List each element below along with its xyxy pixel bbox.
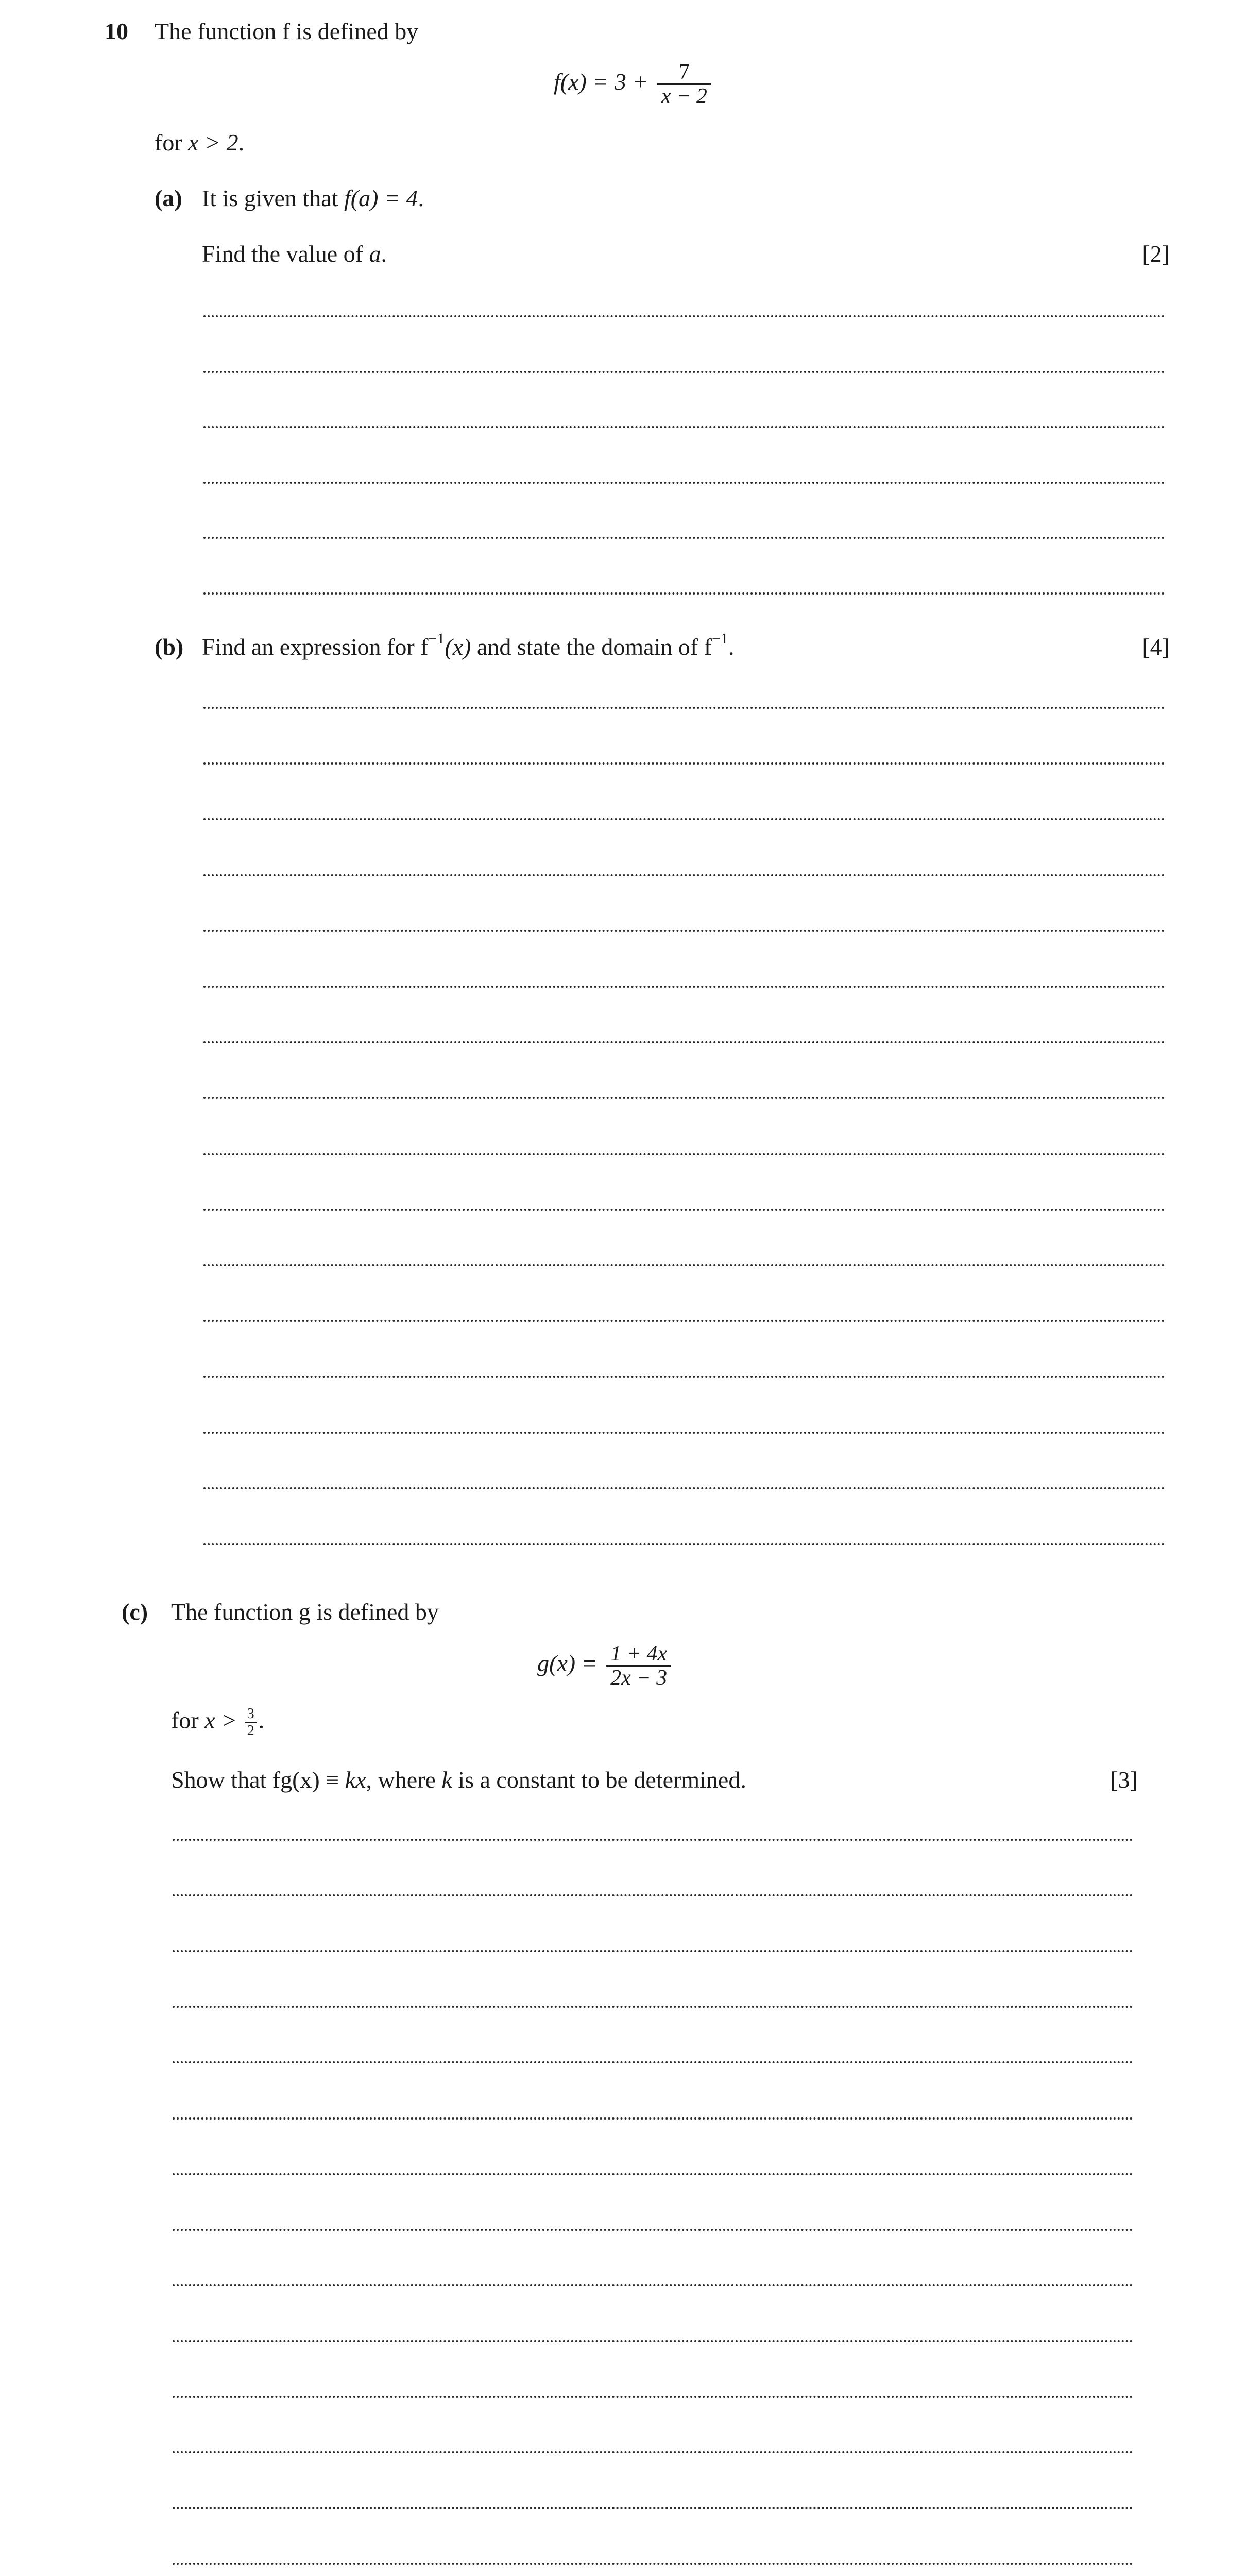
answer-line[interactable]: [203, 1487, 1165, 1489]
function-f-denominator: x − 2: [661, 84, 707, 109]
answer-line[interactable]: [203, 1153, 1165, 1155]
answer-line[interactable]: [173, 1839, 1133, 1841]
domain-g-condition: x >: [204, 1707, 237, 1734]
answer-line[interactable]: [173, 2173, 1133, 2175]
function-f-numerator: 7: [657, 61, 711, 85]
answer-line[interactable]: [203, 1320, 1165, 1322]
answer-line[interactable]: [203, 592, 1165, 595]
answer-line[interactable]: [203, 1264, 1165, 1266]
answer-line[interactable]: [203, 1097, 1165, 1099]
answer-line[interactable]: [203, 1543, 1165, 1545]
answer-line[interactable]: [203, 1041, 1165, 1043]
part-a-label: (a): [155, 185, 182, 211]
domain-g-fraction: $\frac{3}{2}$: [245, 1706, 257, 1739]
part-c-label: (c): [122, 1599, 148, 1625]
answer-line[interactable]: [203, 818, 1165, 820]
answer-line[interactable]: [203, 874, 1165, 876]
answer-line[interactable]: [173, 2563, 1133, 2565]
question-intro: The function f is defined by: [155, 18, 419, 44]
domain-f: for x > 2.: [155, 129, 245, 156]
answer-line[interactable]: [173, 2284, 1133, 2286]
part-b-inverse-sup-2: −1: [712, 630, 728, 647]
function-g-fraction: [606, 1642, 671, 1689]
part-a-given: It is given that f(a) = 4.: [202, 185, 424, 211]
answer-line[interactable]: [173, 2229, 1133, 2231]
answer-line[interactable]: [203, 482, 1165, 484]
function-f-fraction: [657, 61, 711, 108]
part-a-given-expr: f(a) = 4: [344, 185, 418, 211]
part-c-task: Show that fg(x) ≡ kx, where k is a constant to be determined.: [171, 1767, 746, 1793]
answer-line[interactable]: [203, 1209, 1165, 1211]
answer-line[interactable]: [173, 2117, 1133, 2120]
answer-line[interactable]: [203, 930, 1165, 932]
answer-line[interactable]: [203, 426, 1165, 428]
question-number: 10: [105, 18, 128, 44]
answer-line[interactable]: [203, 1376, 1165, 1378]
function-f-lhs: f(x) = 3 +: [554, 69, 648, 95]
answer-line[interactable]: [173, 2006, 1133, 2008]
answer-line[interactable]: [203, 537, 1165, 539]
function-f-definition: [554, 61, 714, 108]
answer-line[interactable]: [173, 2396, 1133, 2398]
answer-line[interactable]: [173, 1950, 1133, 1952]
answer-line[interactable]: [173, 2507, 1133, 2509]
answer-line[interactable]: [203, 315, 1165, 317]
domain-g: for x > $\frac{3}{2}$ .: [171, 1706, 265, 1739]
function-g-lhs: g(x) =: [537, 1650, 598, 1677]
domain-f-condition: x > 2: [188, 129, 238, 156]
answer-line[interactable]: [203, 986, 1165, 988]
function-g-numerator: 1 + 4x: [606, 1642, 671, 1667]
part-c-marks: [3]: [1110, 1767, 1138, 1793]
part-a-task: Find the value of a.: [202, 241, 387, 267]
part-b-inverse-sup-1: −1: [428, 630, 445, 647]
part-a-task-var: a: [369, 241, 381, 267]
answer-line[interactable]: [203, 762, 1165, 765]
answer-line[interactable]: [173, 1894, 1133, 1896]
answer-line[interactable]: [173, 2451, 1133, 2453]
answer-line[interactable]: [173, 2061, 1133, 2063]
part-b-marks: [4]: [1142, 634, 1170, 660]
part-b-label: (b): [155, 634, 184, 660]
function-g-definition: [537, 1642, 674, 1689]
part-a-marks: [2]: [1142, 241, 1170, 267]
part-c-intro: The function g is defined by: [171, 1599, 439, 1625]
answer-line[interactable]: [203, 707, 1165, 709]
answer-line[interactable]: [203, 1432, 1165, 1434]
part-b-task: Find an expression for $f^{-1}(x)$ and state the domain of $f^{-1}$.: [202, 630, 735, 660]
answer-line[interactable]: [173, 2340, 1133, 2342]
function-g-denominator: 2x − 3: [610, 1666, 668, 1690]
answer-line[interactable]: [203, 371, 1165, 373]
